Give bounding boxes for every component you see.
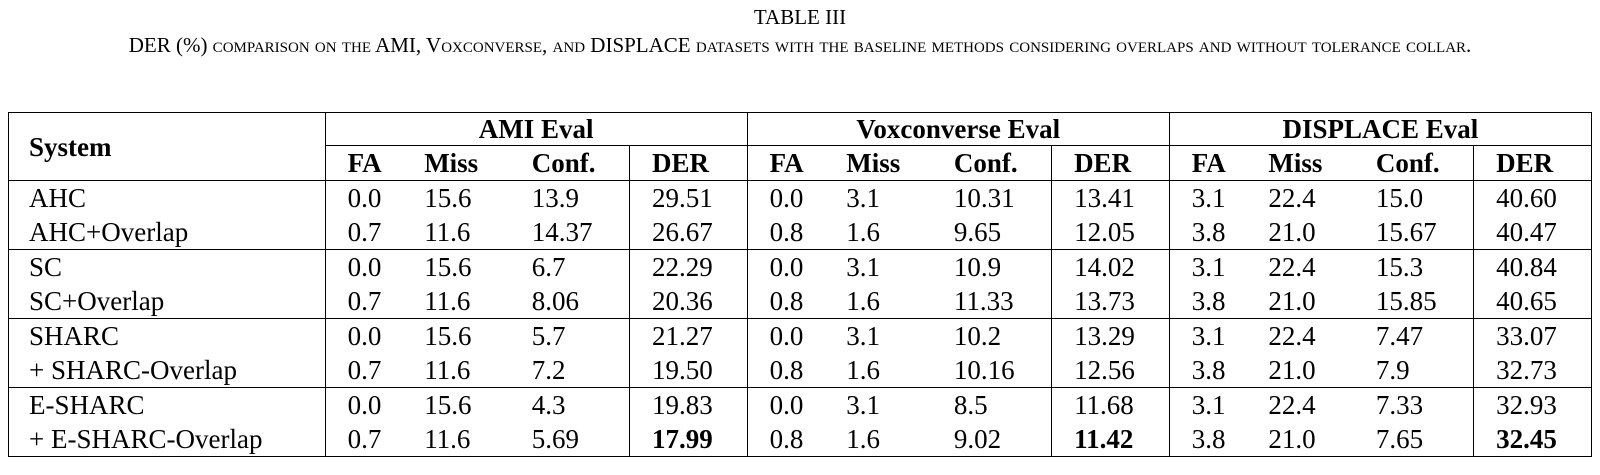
value-cell: 11.6 — [424, 424, 471, 454]
value-cell: 15.3 — [1354, 250, 1474, 285]
value-cell: 15.0 — [1375, 183, 1424, 213]
value-cell: 0.7 — [347, 286, 382, 316]
value-cell: 22.4 — [1246, 388, 1354, 423]
subheader-displace-conf: Conf. — [1354, 146, 1474, 181]
group-header-displace: DISPLACE Eval — [1169, 113, 1591, 146]
value-cell: 21.0 — [1268, 355, 1316, 385]
results-table — [8, 112, 1592, 457]
value-cell: 22.4 — [1268, 183, 1316, 213]
subheader-displace-miss: Miss — [1246, 146, 1354, 181]
value-cell: 0.0 — [747, 319, 824, 354]
value-cell: 19.50 — [629, 353, 747, 388]
subheader-displace-fa: FA — [1169, 146, 1246, 181]
value-cell: 1.6 — [846, 424, 881, 454]
value-cell: 21.0 — [1268, 286, 1316, 316]
value-cell: 11.68 — [1052, 388, 1170, 423]
table-row — [9, 250, 1592, 285]
value-cell: 0.8 — [769, 217, 804, 247]
table-row — [9, 422, 1592, 457]
value-cell: 3.8 — [1191, 217, 1226, 247]
value-cell: 0.0 — [747, 250, 824, 285]
value-cell: 0.0 — [325, 250, 402, 285]
value-cell: 7.65 — [1375, 424, 1424, 454]
value-cell: 9.65 — [953, 217, 1002, 247]
value-cell: 40.47 — [1474, 215, 1592, 250]
value-cell: 3.8 — [1191, 355, 1226, 385]
value-cell: 7.2 — [531, 355, 566, 385]
value-cell: 1.6 — [846, 355, 881, 385]
caption-text: DER (%) comparison on the AMI, Voxconverse, and DISPLACE datasets with the baseline methods considering overlaps and without tolerance collar. — [128, 33, 1472, 57]
system-name-cell: AHC — [9, 181, 326, 216]
value-cell: 11.42 — [1052, 422, 1170, 457]
value-cell: 3.1 — [824, 250, 932, 285]
value-cell: 15.6 — [402, 319, 510, 354]
value-cell: 5.7 — [510, 319, 630, 354]
value-cell: 15.6 — [402, 250, 510, 285]
value-cell: 20.36 — [629, 284, 747, 319]
value-cell: 3.1 — [824, 319, 932, 354]
group-header-ami: AMI Eval — [325, 113, 747, 146]
value-cell: 11.6 — [424, 217, 471, 247]
value-cell: 10.2 — [932, 319, 1052, 354]
value-cell: 3.1 — [1169, 388, 1246, 423]
value-cell: 21.0 — [1268, 424, 1316, 454]
value-cell: 0.8 — [769, 355, 804, 385]
table-row — [9, 284, 1592, 319]
value-cell: 12.05 — [1052, 215, 1170, 250]
value-cell: 10.9 — [932, 250, 1052, 285]
system-column-header: System — [9, 113, 326, 181]
value-cell: 0.7 — [347, 217, 382, 247]
value-cell: 8.06 — [531, 286, 579, 316]
subheader-voxconverse-miss: Miss — [824, 146, 932, 181]
value-cell: 0.0 — [347, 183, 382, 213]
value-cell: 14.37 — [531, 217, 593, 247]
value-cell: 40.84 — [1474, 250, 1592, 285]
value-cell: 9.02 — [953, 424, 1002, 454]
value-cell: 5.69 — [531, 424, 579, 454]
value-cell: 10.16 — [953, 355, 1015, 385]
value-cell: 0.0 — [325, 388, 402, 423]
value-cell: 3.1 — [846, 183, 881, 213]
value-cell: 8.5 — [932, 388, 1052, 423]
table-row — [9, 181, 1592, 216]
table-row — [9, 319, 1592, 354]
value-cell: 10.31 — [953, 183, 1015, 213]
value-cell: 3.1 — [1169, 319, 1246, 354]
system-name-cell: SC — [9, 250, 326, 285]
value-cell: 40.65 — [1474, 284, 1592, 319]
system-name-cell: SC+Overlap — [9, 284, 326, 319]
value-cell: 0.0 — [769, 183, 804, 213]
value-cell: 13.73 — [1052, 284, 1170, 319]
value-cell: 21.27 — [629, 319, 747, 354]
system-name-cell: SHARC — [9, 319, 326, 354]
value-cell: 32.45 — [1474, 422, 1592, 457]
value-cell: 19.83 — [629, 388, 747, 423]
subheader-displace-der: DER — [1474, 146, 1592, 181]
value-cell: 1.6 — [846, 286, 881, 316]
value-cell: 15.6 — [424, 183, 472, 213]
value-cell: 11.33 — [953, 286, 1014, 316]
value-cell: 22.4 — [1246, 250, 1354, 285]
table-row — [9, 215, 1592, 250]
value-cell: 40.60 — [1474, 181, 1592, 216]
value-cell: 3.8 — [1191, 286, 1226, 316]
subheader-voxconverse-fa: FA — [747, 146, 824, 181]
value-cell: 3.1 — [1169, 250, 1246, 285]
table-row — [9, 388, 1592, 423]
value-cell: 12.56 — [1052, 353, 1170, 388]
value-cell: 15.6 — [402, 388, 510, 423]
system-name-cell: + SHARC-Overlap — [9, 353, 326, 388]
value-cell: 32.73 — [1474, 353, 1592, 388]
subheader-ami-fa: FA — [325, 146, 402, 181]
subheader-ami-miss: Miss — [402, 146, 510, 181]
table-row — [9, 353, 1592, 388]
value-cell: 7.47 — [1354, 319, 1474, 354]
value-cell: 21.0 — [1268, 217, 1316, 247]
value-cell: 22.29 — [629, 250, 747, 285]
value-cell: 0.8 — [769, 424, 804, 454]
value-cell: 26.67 — [629, 215, 747, 250]
subheader-voxconverse-der: DER — [1052, 146, 1170, 181]
results-table-container — [8, 112, 1592, 457]
value-cell: 0.7 — [347, 424, 382, 454]
value-cell: 1.6 — [846, 217, 881, 247]
value-cell: 33.07 — [1474, 319, 1592, 354]
value-cell: 0.7 — [347, 355, 382, 385]
value-cell: 22.4 — [1246, 319, 1354, 354]
value-cell: 3.1 — [1191, 183, 1226, 213]
value-cell: 13.29 — [1052, 319, 1170, 354]
subheader-ami-conf: Conf. — [510, 146, 630, 181]
value-cell: 17.99 — [629, 422, 747, 457]
value-cell: 7.9 — [1375, 355, 1410, 385]
value-cell: 32.93 — [1474, 388, 1592, 423]
subheader-voxconverse-conf: Conf. — [932, 146, 1052, 181]
value-cell: 3.8 — [1191, 424, 1226, 454]
value-cell: 3.1 — [824, 388, 932, 423]
value-cell: 11.6 — [424, 286, 471, 316]
value-cell: 0.8 — [769, 286, 804, 316]
value-cell: 7.33 — [1354, 388, 1474, 423]
group-header-voxconverse: Voxconverse Eval — [747, 113, 1169, 146]
value-cell: 15.67 — [1375, 217, 1437, 247]
value-cell: 13.9 — [531, 183, 579, 213]
value-cell: 15.85 — [1375, 286, 1437, 316]
value-cell: 13.41 — [1052, 181, 1170, 216]
table-body — [9, 181, 1592, 457]
system-name-cell: + E-SHARC-Overlap — [9, 422, 326, 457]
system-name-cell: E-SHARC — [9, 388, 326, 423]
system-name-cell: AHC+Overlap — [9, 215, 326, 250]
group-header-row — [9, 113, 1592, 146]
value-cell: 0.0 — [747, 388, 824, 423]
value-cell: 6.7 — [510, 250, 630, 285]
value-cell: 29.51 — [629, 181, 747, 216]
table-caption — [0, 3, 1600, 59]
value-cell: 11.6 — [424, 355, 471, 385]
value-cell: 14.02 — [1052, 250, 1170, 285]
value-cell: 4.3 — [510, 388, 630, 423]
table-label: TABLE III — [753, 5, 847, 29]
value-cell: 0.0 — [325, 319, 402, 354]
subheader-ami-der: DER — [629, 146, 747, 181]
